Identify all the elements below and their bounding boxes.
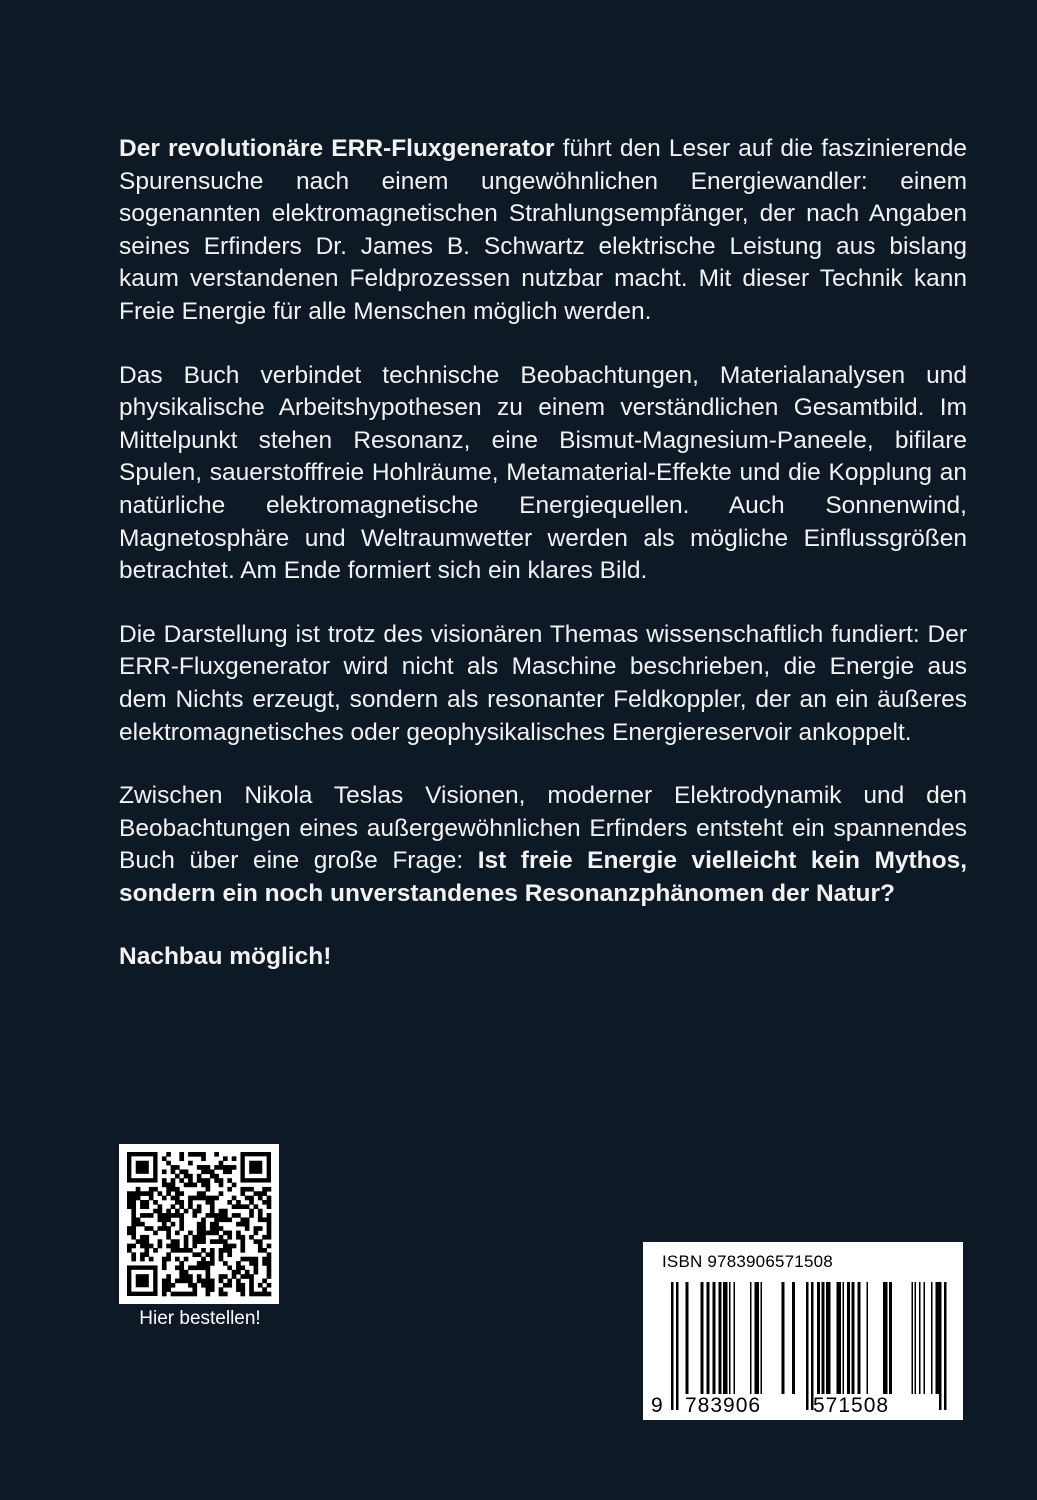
paragraph-question [119,780,967,910]
paragraph-content [119,360,967,588]
paragraph-text: Die Darstellung ist trotz des visionären Themas wissenschaftlich fundiert: Der ERR-Fluxgenerator wird nicht als Maschine beschrieben, die Energie aus dem Nichts erzeugt, sondern als resonanter Feldkoppler, der an ein äußeres elektromagnetisches oder geophysikalisches Energiereservoir ankoppelt. [119,620,967,746]
barcode-digits-left: 783906 [685,1394,762,1417]
paragraph-text: Das Buch verbindet technische Beobachtungen, Materialanalysen und physikalische Arbeitshypothesen zu einem verständlichen Gesamtbild. Im Mittelpunkt stehen Resonanz, eine Bismut-Magnesium-Paneele, bifilare Spulen, sauerstofffreie Hohlräume, Metamaterial-Effekte und die Kopplung an natürliche elektromagnetische Energiequellen. Auch Sonnenwind, Magnetosphäre und Weltraumwetter werden als mögliche Einflussgrößen betrachtet. Am Ende formiert sich ein klares Bild. [119,361,967,585]
paragraph-science [119,619,967,749]
isbn-barcode [643,1242,963,1420]
paragraph-text: Zwischen Nikola Teslas Visionen, moderner Elektrodynamik und den Beobachtungen eines außergewöhnlichen Erfinders entsteht ein spannendes Buch über eine große Frage: [119,782,967,875]
barcode-digit-first: 9 [651,1394,664,1417]
tagline: Nachbau möglich! [119,943,332,971]
back-cover-blurb [119,133,967,1005]
barcode-digits-right: 571508 [813,1394,890,1417]
isbn-label: ISBN 9783906571508 [662,1252,833,1271]
paragraph-intro [119,133,967,329]
qr-code-icon[interactable] [119,1144,279,1304]
question-highlight: Ist freie Energie vielleicht kein Mythos, sondern ein noch unverstandenes Resonanzphänomen der Natur? [119,847,967,907]
qr-block[interactable] [119,1144,279,1330]
title-highlight: Der revolutionäre ERR-Fluxgenerator [119,135,555,162]
paragraph-text: führt den Leser auf die faszinierende Spurensuche nach einem ungewöhnlichen Energiewandler: einem sogenannten elektromagnetischen Strahlungsempfänger, der nach Angaben seines Erfinders Dr. James B. Schwartz elektrische Leistung aus bislang kaum verstandenen Feldprozessen nutzbar macht. Mit dieser Technik kann Freie Energie für alle Menschen möglich werden. [119,135,967,325]
paragraph-tagline [119,941,967,974]
qr-caption: Hier bestellen! [139,1308,261,1329]
